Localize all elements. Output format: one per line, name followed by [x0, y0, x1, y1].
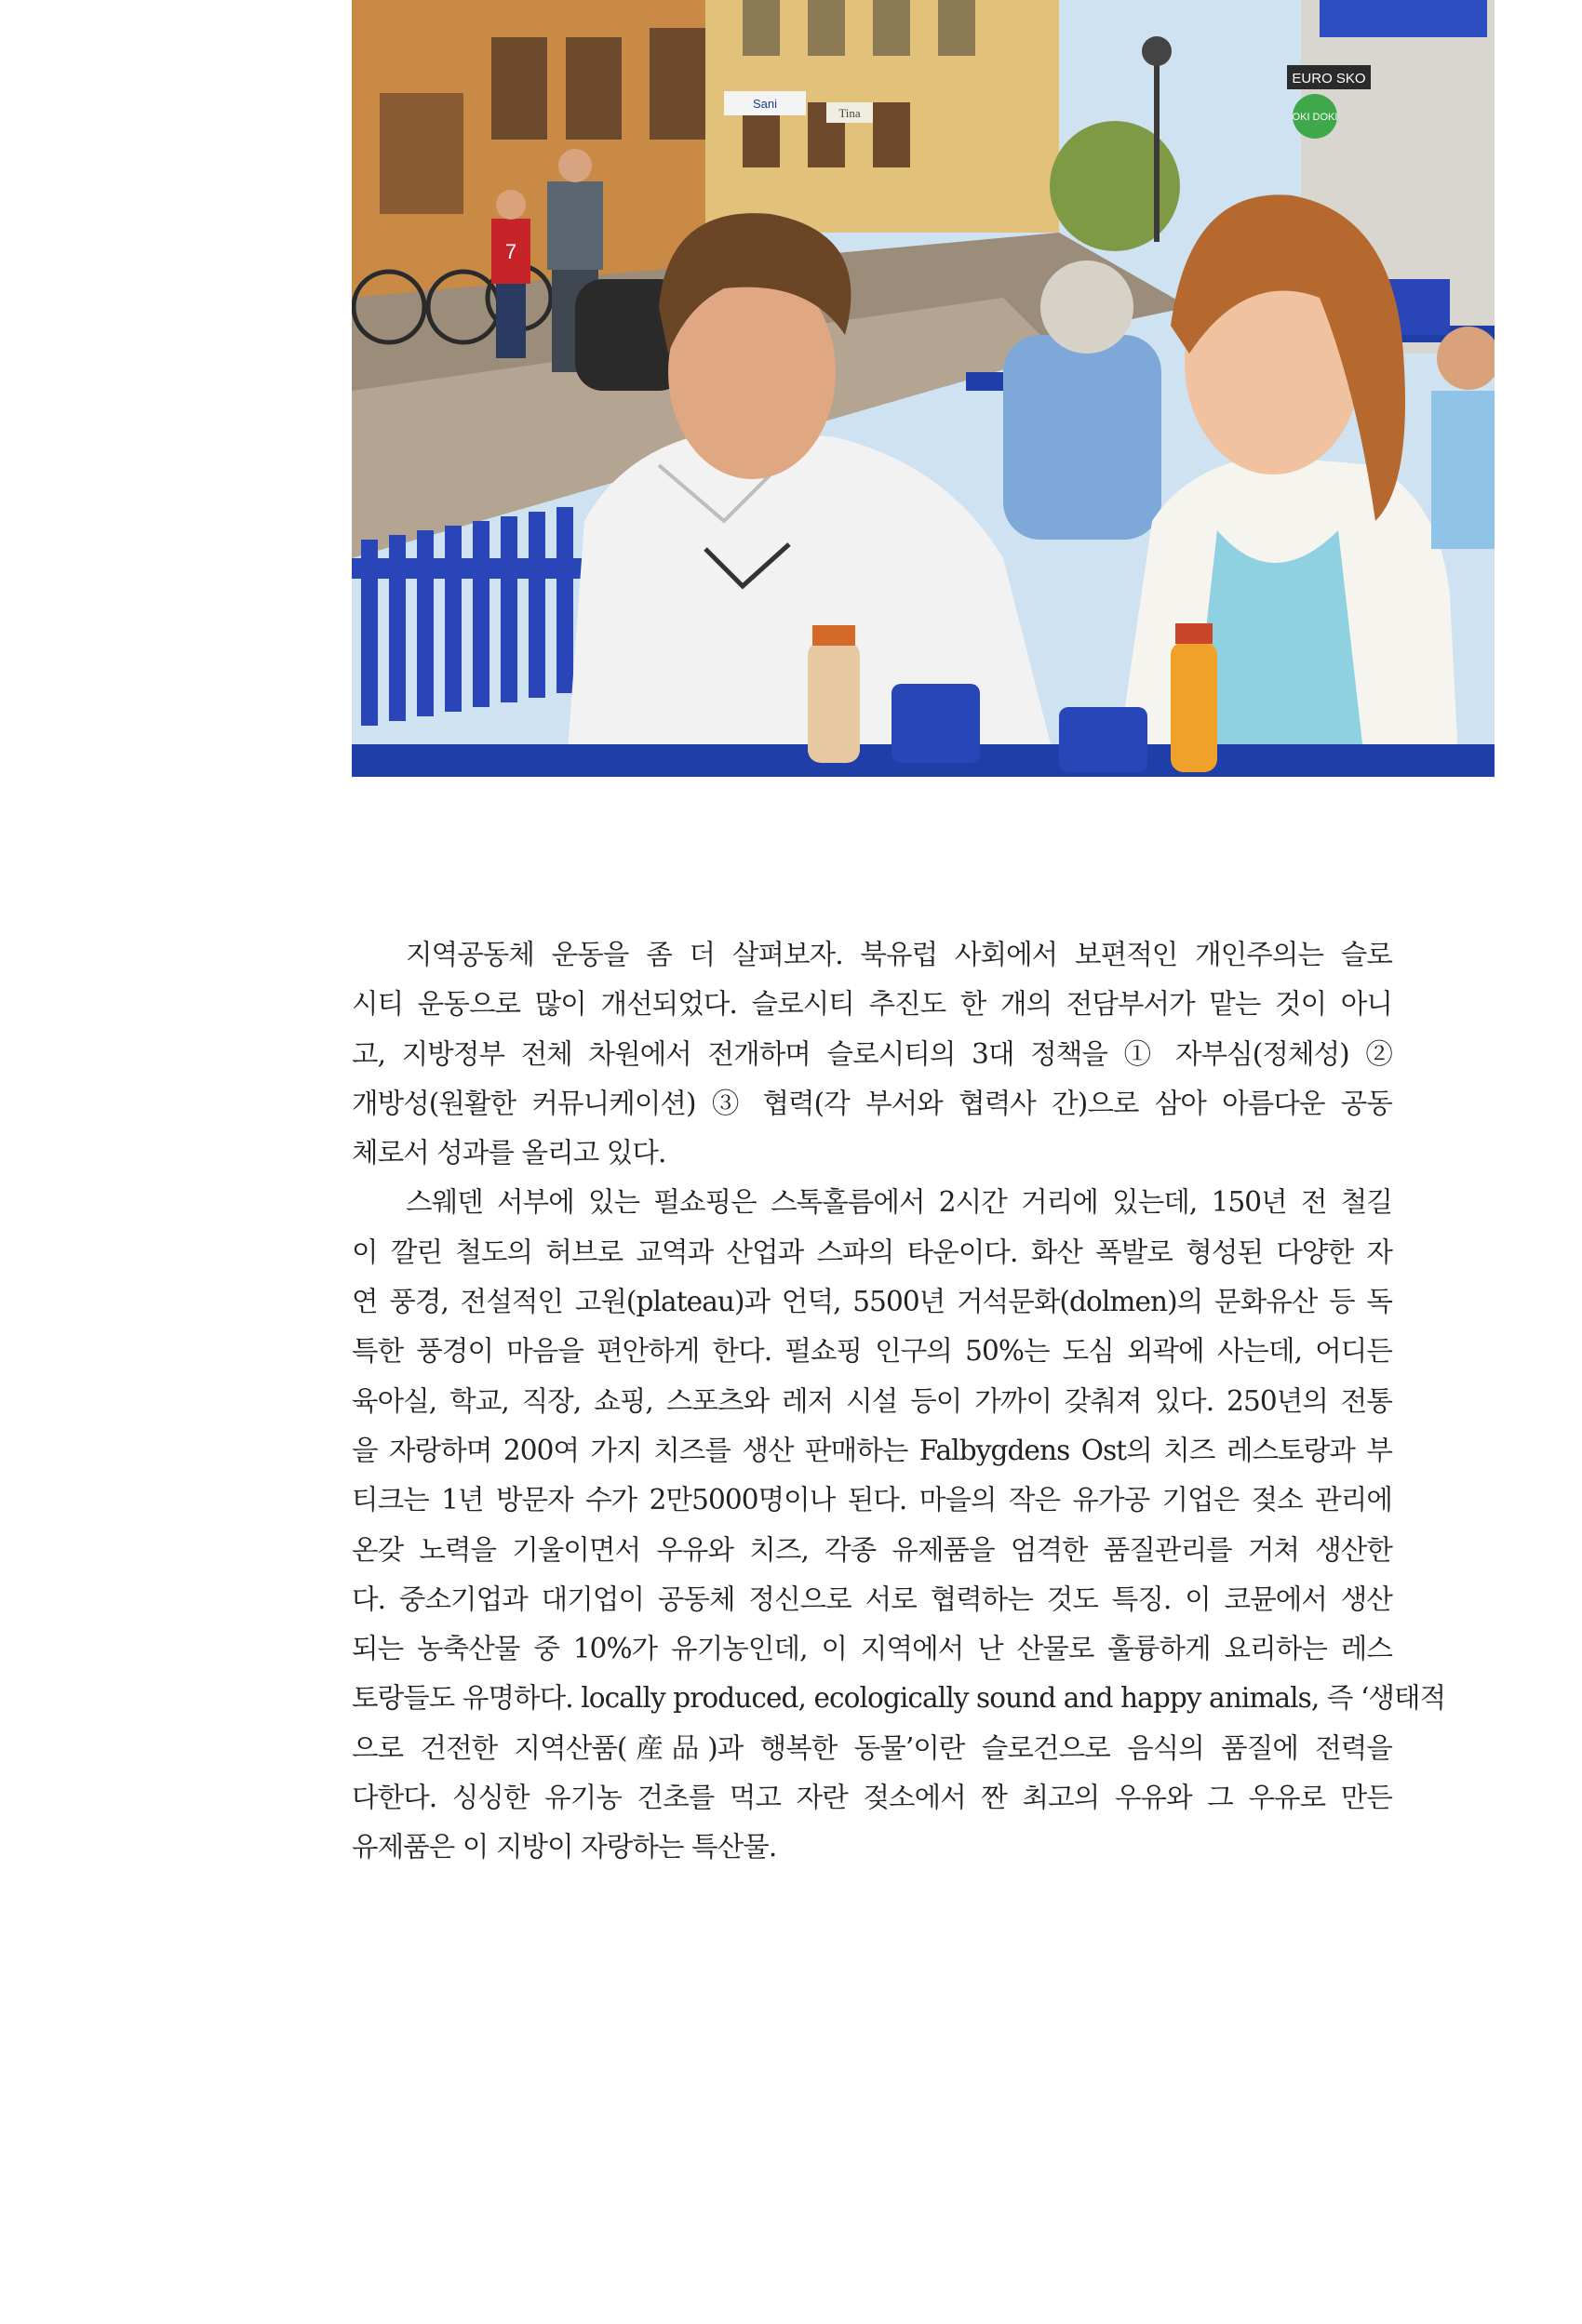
text-line: 특한 풍경이 마음을 편안하게 한다. 펄쇼핑 인구의 50%는 도심 외곽에 사는데, 어디든	[352, 1335, 1392, 1368]
text-line: 온갖 노력을 기울이면서 우유와 치즈, 각종 유제품을 엄격한 품질관리를 거쳐 생산한	[352, 1533, 1392, 1566]
text-line: 고, 지방정부 전체 차원에서 전개하며 슬로시티의 3대 정책을 ① 자부심(정체성) ②	[352, 1037, 1392, 1070]
cafe-street-photo	[352, 0, 1495, 777]
text-line: 체로서 성과를 올리고 있다.	[352, 1137, 666, 1169]
paragraph-1	[352, 930, 1392, 1178]
svg-text:OKI DOKI: OKI DOKI	[1292, 112, 1338, 123]
text-line: 을 자랑하며 200여 가지 치즈를 생산 판매하는 Falbygdens Ost의 치즈 레스토랑과 부	[352, 1434, 1392, 1466]
text-line: 육아실, 학교, 직장, 쇼핑, 스포츠와 레저 시설 등이 가까이 갖춰져 있다. 250년의 전통	[352, 1384, 1392, 1417]
svg-text:7: 7	[504, 240, 517, 263]
text-line: 되는 농축산물 중 10%가 유기농인데, 이 지역에서 난 산물로 훌륭하게 요리하는 레스	[352, 1633, 1392, 1665]
text-line: 개방성(원활한 커뮤니케이션) ③ 협력(각 부서와 협력사 간)으로 삼아 아름다운 공동	[352, 1087, 1392, 1119]
text-line: 으로 건전한 지역산품(産品)과 행복한 동물’이란 슬로건으로 음식의 품질에 전력을	[352, 1731, 1392, 1764]
text-line: 지역공동체 운동을 좀 더 살펴보자. 북유럽 사회에서 보편적인 개인주의는 슬로	[406, 939, 1392, 970]
text-line: 다. 중소기업과 대기업이 공동체 정신으로 서로 협력하는 것도 특징. 이 코뮨에서 생산	[352, 1583, 1392, 1615]
svg-text:EURO SKO: EURO SKO	[1292, 71, 1366, 87]
text-line: 티크는 1년 방문자 수가 2만5000명이나 된다. 마을의 작은 유가공 기업은 젖소 관리에	[352, 1484, 1392, 1516]
text-line: 연 풍경, 전설적인 고원(plateau)과 언덕, 5500년 거석문화(dolmen)의 문화유산 등 독	[352, 1286, 1392, 1318]
svg-text:Sani: Sani	[752, 97, 778, 111]
text-line: 시티 운동으로 많이 개선되었다. 슬로시티 추진도 한 개의 전담부서가 맡는 것이 아니	[352, 988, 1392, 1021]
text-line: 토랑들도 유명하다. locally produced, ecologically sound and happy animals, 즉 ‘생태적	[352, 1682, 1446, 1715]
article-body	[352, 930, 1446, 1873]
text-line: 이 깔린 철도의 허브로 교역과 산업과 스파의 타운이다. 화산 폭발로 형성된 다양한 자	[352, 1235, 1392, 1268]
text-line: 유제품은 이 지방이 자랑하는 특산물.	[352, 1831, 777, 1863]
text-line: 스웨덴 서부에 있는 펄쇼핑은 스톡홀름에서 2시간 거리에 있는데, 150년 전 철길	[406, 1186, 1392, 1219]
paragraph-2	[352, 1178, 1446, 1872]
svg-text:Tina: Tina	[838, 106, 861, 120]
text-line: 다한다. 싱싱한 유기농 건초를 먹고 자란 젖소에서 짠 최고의 우유와 그 우유로 만든	[352, 1782, 1392, 1814]
cafe-street-illustration	[352, 0, 1495, 777]
